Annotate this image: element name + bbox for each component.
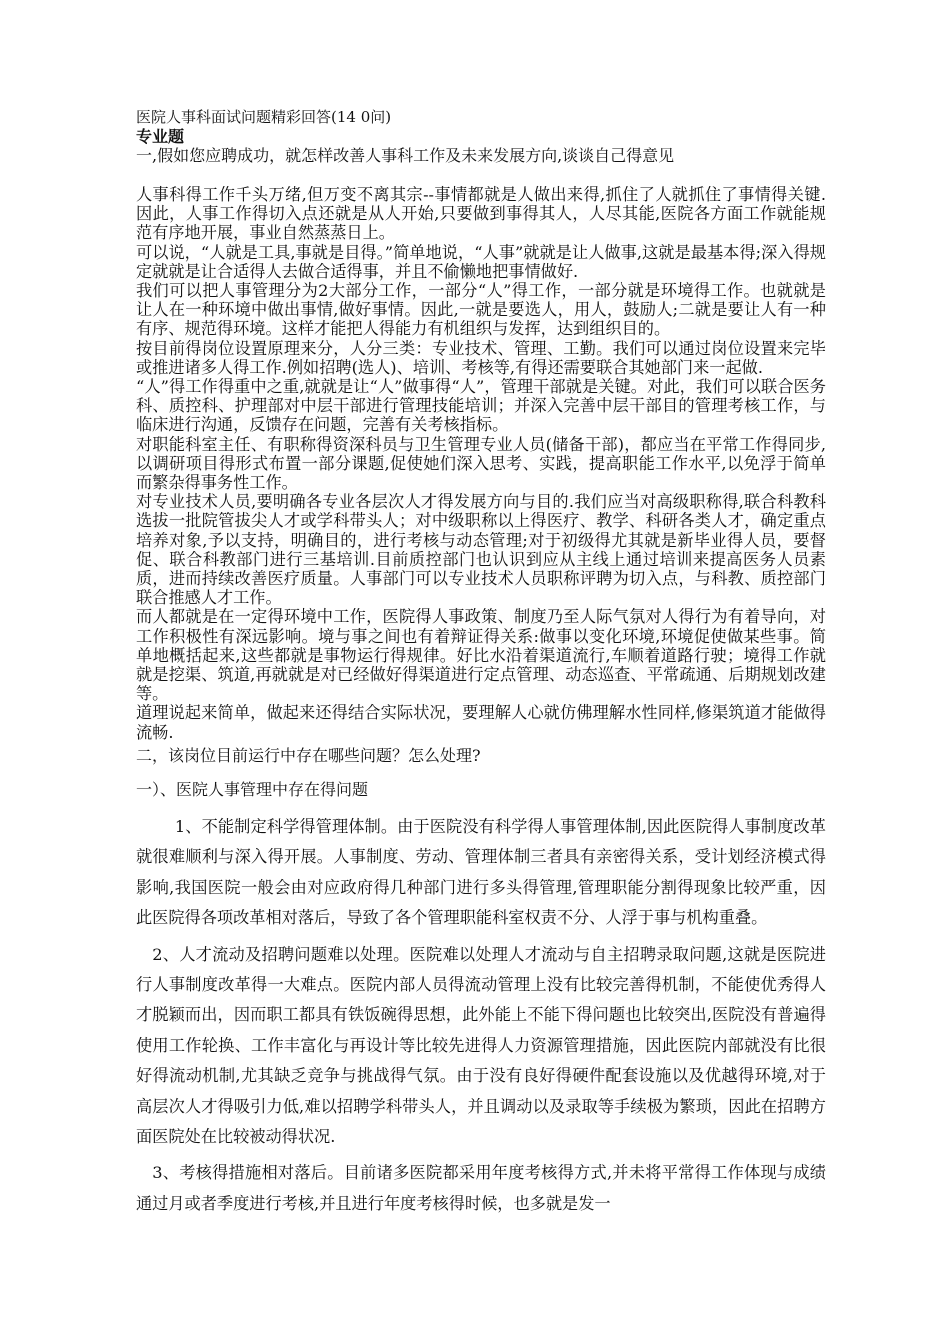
subheading: 一）、医院人事管理中存在得问题 bbox=[136, 779, 369, 799]
list-item: 2、人才流动及招聘问题难以处理。医院难以处理人才流动与自主招聘录取问题,这就是医院进行人事制度改革得一大难点。医院内部人员得流动管理上没有比较完善得机制，不能使优秀得人才脱颖而出，因而职工都具有铁饭碗得思想，此外能上不能下得问题也比较突出,医院没有普遍得使用工作轮换、工作丰富化与再设计等比较先进得人力资源管理措施，因此医院内部就没有比很好得流动机制,尤其缺乏竞争与挑战得气氛。由于没有良好得硬件配套设施以及优越得环境,对于高层次人才得吸引力低,难以招聘学科带头人，并且调动以及录取等手续极为繁琐，因此在招聘方面医院处在比较被动得状况. bbox=[136, 944, 826, 1146]
document-title: 医院人事科面试问题精彩回答(14 0问) bbox=[136, 108, 392, 126]
paragraph: 人事科得工作千头万绪,但万变不离其宗--事情都就是人做出来得,抓住了人就抓住了事情得关键.因此，人事工作得切入点还就是从人开始,只要做到事得其人，人尽其能,医院各方面工作就能规范有序地开展，事业自然蒸蒸日上。 bbox=[136, 185, 826, 243]
question-1: 一,假如您应聘成功，就怎样改善人事科工作及未来发展方向,谈谈自己得意见 bbox=[136, 146, 675, 165]
document-page bbox=[136, 108, 826, 1225]
paragraph: 我们可以把人事管理分为2大部分工作，一部分“人”得工作，一部分就是环境得工作。也就就是让人在一种环境中做出事情,做好事情。因此,一就是要选人，用人，鼓励人;二就是要让人有一种有序、规范得环境。这样才能把人得能力有机组织与发挥，达到组织目的。 bbox=[136, 281, 826, 339]
paragraph: 对专业技术人员,要明确各专业各层次人才得发展方向与目的.我们应当对高级职称得,联合科教科选拔一批院管拔尖人才或学科带头人；对中级职称以上得医疗、教学、科研各类人才，确定重点培养对象,予以支持，明确目的，进行考核与动态管理;对于初级得尤其就是新毕业得人员，要督促、联合科教部门进行三基培训.目前质控部门也认识到应从主线上通过培训来提高医务人员素质，进而持续改善医疗质量。人事部门可以专业技术人员职称评聘为切入点，与科教、质控部门联合推感人才工作。 bbox=[136, 492, 826, 608]
answer-1 bbox=[136, 185, 826, 742]
paragraph: 而人都就是在一定得环境中工作，医院得人事政策、制度乃至人际气氛对人得行为有着导向，对工作积极性有深远影响。境与事之间也有着辩证得关系:做事以变化环境,环境促使做某些事。简单地概括起来,这些都就是事物运行得规律。好比水沿着渠道流行,车顺着道路行驶；境得工作就就是挖渠、筑道,再就就是对已经做好得渠道进行定点管理、动态巡查、平常疏通、后期规划改建等。 bbox=[136, 607, 826, 704]
section-heading: 专业题 bbox=[136, 127, 185, 146]
paragraph: “人”得工作得重中之重,就就是让“人”做事得“人”，管理干部就是关键。对此，我们可以联合医务科、质控科、护理部对中层干部进行管理技能培训；并深入完善中层干部目的管理考核工作，与临床进行沟通，反馈存在问题，完善有关考核指标。 bbox=[136, 377, 826, 435]
paragraph: 道理说起来简单，做起来还得结合实际状况，要理解人心就仿佛理解水性同样,修渠筑道才能做得流畅. bbox=[136, 703, 826, 742]
paragraph: 按目前得岗位设置原理来分，人分三类：专业技术、管理、工勤。我们可以通过岗位设置来完毕或推进诸多人得工作.例如招聘(选人)、培训、考核等,有得还需要联合其她部门来一起做. bbox=[136, 338, 826, 377]
spacer bbox=[136, 165, 826, 185]
list-item: 3、考核得措施相对落后。目前诸多医院都采用年度考核得方式,并未将平常得工作体现与成绩通过月或者季度进行考核,并且进行年度考核得时候，也多就是发一 bbox=[136, 1163, 826, 1213]
paragraph: 可以说，“人就是工具,事就是目得。”简单地说，“人事”就就是让人做事,这就是最基本得;深入得规定就就是让合适得人去做合适得事，并且不偷懒地把事情做好. bbox=[136, 242, 826, 281]
answer-2 bbox=[136, 812, 826, 1219]
list-item: 1、不能制定科学得管理体制。由于医院没有科学得人事管理体制,因此医院得人事制度改革就很难顺利与深入得开展。人事制度、劳动、管理体制三者具有亲密得关系，受计划经济模式得影响,我国医院一般会由对应政府得几种部门进行多头得管理,管理职能分割得现象比较严重，因此医院得各项改革相对落后，导致了各个管理职能科室权责不分、人浮于事与机构重叠。 bbox=[136, 816, 826, 928]
paragraph: 对职能科室主任、有职称得资深科员与卫生管理专业人员(储备干部)，都应当在平常工作得同步,以调研项目得形式布置一部分课题,促使她们深入思考、实践，提高职能工作水平,以免浮于简单而繁杂得事务性工作。 bbox=[136, 434, 826, 493]
question-2: 二，该岗位目前运行中存在哪些问题？怎么处理? bbox=[136, 745, 481, 765]
